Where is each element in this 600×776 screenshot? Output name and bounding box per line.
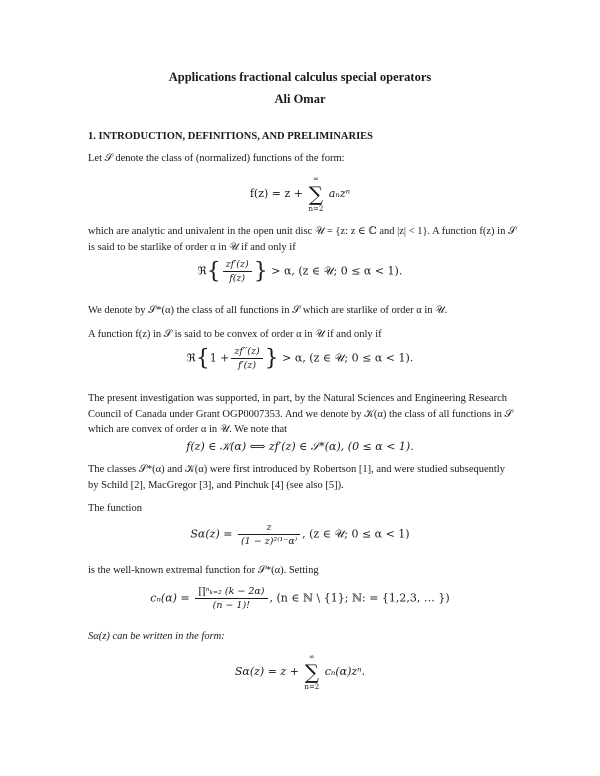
paragraph-6: The classes 𝒮*(α) and 𝒦(α) were first introduced by Robertson [1], and were studied subsequently by Schild [2], MacGregor [3], and Pinchuk [4] (see also [5]).: [88, 464, 505, 491]
section-heading: 1. INTRODUCTION, DEFINITIONS, AND PRELIMINARIES: [88, 131, 374, 142]
eq5-condition: , (z ∈ 𝒰; 0 ≤ α < 1): [302, 527, 410, 541]
left-brace: {: [195, 346, 210, 371]
paper-title: Applications fractional calculus special operators: [168, 70, 432, 84]
paragraph-4: A function f(z) in 𝒮 is said to be convex of order α in 𝒰 if and only if: [88, 329, 382, 340]
eq1-sum-top: ∞: [313, 175, 319, 183]
eq2-condition: > α, (z ∈ 𝒰; 0 ≤ α < 1).: [271, 264, 403, 278]
eq3-real-part: ℜ: [186, 351, 196, 365]
eq3-numerator: zf′′(z): [231, 346, 262, 359]
paragraph-3: We denote by 𝒮*(α) the class of all functions in 𝒮 which are starlike of order α in 𝒰.: [88, 305, 448, 316]
eq5-fraction: [238, 522, 300, 547]
paragraph-2: which are analytic and univalent in the open unit disc 𝒰 = {z: z ∈ ℂ and |z| < 1}. A function f(z) in 𝒮 is said to be starlike of order α in 𝒰 if and only if: [88, 226, 517, 253]
equation-7: [0, 652, 600, 692]
paper-author: Ali Omar: [274, 92, 326, 106]
eq6-denominator: (n − 1)!: [212, 600, 251, 611]
right-brace: }: [253, 259, 268, 284]
eq7-sum: [304, 652, 319, 692]
eq7-sum-bottom: n=2: [304, 683, 320, 691]
eq3-fraction: [231, 346, 262, 371]
equation-3: [0, 346, 600, 371]
equation-5: [0, 522, 600, 547]
eq7-term: cₙ(α)zⁿ.: [324, 665, 366, 678]
eq6-fraction: [195, 586, 267, 611]
eq3-condition: > α, (z ∈ 𝒰; 0 ≤ α < 1).: [282, 351, 414, 365]
equation-1: [0, 174, 600, 214]
eq6-numerator: ∏ⁿₖ₌₂ (k − 2α): [195, 586, 267, 599]
left-brace: {: [206, 259, 221, 284]
equation-6: [0, 586, 600, 611]
sigma-symbol: ∑: [308, 182, 324, 206]
eq5-denominator: (1 − z)²⁽¹⁻α⁾: [240, 536, 298, 547]
eq2-fraction: [223, 259, 252, 284]
paragraph-9: Sα(z) can be written in the form:: [88, 631, 225, 642]
eq2-denominator: f(z): [229, 273, 246, 284]
eq7-lhs: Sα(z) = z +: [234, 665, 299, 678]
paragraph-5: The present investigation was supported, in part, by the Natural Sciences and Engineering Research Council of Canada under Grant OGP0007353. And we denote by 𝒦(α) the class of all functions in 𝒮 which are convex of order α in 𝒰. We note that: [88, 393, 513, 435]
equation-2: [0, 259, 600, 284]
sigma-symbol: ∑: [304, 660, 319, 684]
eq5-numerator: z: [238, 522, 300, 535]
eq1-sum-bottom: n=2: [308, 205, 324, 213]
eq3-denominator: f′(z): [237, 360, 257, 371]
eq7-sum-top: ∞: [308, 653, 315, 661]
paragraph-7: The function: [88, 503, 142, 514]
eq2-numerator: zf′(z): [223, 259, 252, 272]
eq1-term: aₙzⁿ: [328, 187, 351, 200]
eq5-lhs: Sα(z) =: [190, 527, 233, 541]
eq1-sum: [309, 174, 324, 214]
paragraph-8: is the well-known extremal function for 𝒮*(α). Setting: [88, 565, 319, 576]
eq1-lhs: f(z) = z +: [249, 187, 304, 200]
paragraph-1: Let 𝒮 denote the class of (normalized) functions of the form:: [88, 153, 345, 164]
equation-4: f(z) ∈ 𝒦(α) ⟺ zf′(z) ∈ 𝒮*(α), (0 ≤ α < 1).: [186, 440, 414, 453]
right-brace: }: [264, 346, 279, 371]
eq6-condition: , (n ∈ ℕ \ {1}; ℕ: = {1,2,3, … }): [269, 591, 450, 605]
eq3-one: 1 +: [209, 351, 230, 365]
eq2-real-part: ℜ: [197, 264, 207, 278]
eq6-lhs: cₙ(α) =: [150, 591, 190, 605]
